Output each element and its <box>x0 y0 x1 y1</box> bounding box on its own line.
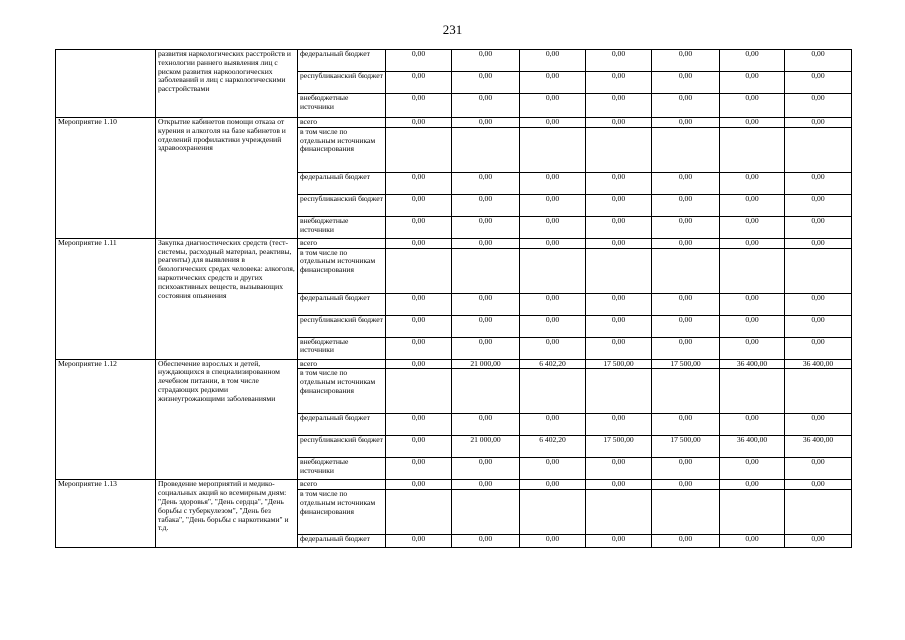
amount-cell: 0,00 <box>720 480 785 490</box>
amount-cell <box>520 490 586 535</box>
amount-cell: 36 400,00 <box>785 359 852 369</box>
amount-cell: 0,00 <box>520 535 586 548</box>
funding-source-cell: в том числе по отдельным источникам финансирования <box>298 369 386 414</box>
funding-source-cell: всего <box>298 238 386 248</box>
amount-cell: 0,00 <box>785 480 852 490</box>
amount-cell: 0,00 <box>720 238 785 248</box>
measure-code-cell <box>56 50 156 118</box>
amount-cell: 0,00 <box>386 172 452 194</box>
amount-cell: 0,00 <box>520 118 586 128</box>
amount-cell: 0,00 <box>652 118 720 128</box>
measure-description-cell: Закупка диагностических средств (тест-системы, расходный материал, реактивы, реагенты) для выявления в биологических средах человека: алкоголя, наркотических средств и других психоактивных веществ, вызывающих состояния опьянения <box>156 238 298 359</box>
amount-cell: 0,00 <box>452 414 520 436</box>
amount-cell: 0,00 <box>520 293 586 315</box>
funding-source-cell: в том числе по отдельным источникам финансирования <box>298 248 386 293</box>
amount-cell: 0,00 <box>785 238 852 248</box>
amount-cell: 6 402,20 <box>520 359 586 369</box>
amount-cell: 0,00 <box>520 458 586 480</box>
funding-source-cell: республиканский бюджет <box>298 315 386 337</box>
amount-cell: 0,00 <box>520 194 586 216</box>
amount-cell: 0,00 <box>386 118 452 128</box>
funding-source-cell: внебюджетные источники <box>298 216 386 238</box>
table-row <box>56 480 852 490</box>
amount-cell: 0,00 <box>386 293 452 315</box>
amount-cell: 0,00 <box>452 172 520 194</box>
funding-source-cell: внебюджетные источники <box>298 337 386 359</box>
amount-cell: 17 500,00 <box>652 436 720 458</box>
amount-cell: 0,00 <box>720 293 785 315</box>
amount-cell: 0,00 <box>452 118 520 128</box>
amount-cell: 0,00 <box>785 94 852 118</box>
amount-cell: 0,00 <box>652 172 720 194</box>
amount-cell: 0,00 <box>652 94 720 118</box>
funding-source-cell: республиканский бюджет <box>298 72 386 94</box>
amount-cell: 0,00 <box>386 315 452 337</box>
amount-cell: 0,00 <box>452 458 520 480</box>
amount-cell: 0,00 <box>520 72 586 94</box>
amount-cell: 0,00 <box>452 293 520 315</box>
amount-cell <box>452 127 520 172</box>
amount-cell: 0,00 <box>452 94 520 118</box>
funding-source-cell: федеральный бюджет <box>298 414 386 436</box>
amount-cell: 21 000,00 <box>452 359 520 369</box>
amount-cell: 6 402,20 <box>520 436 586 458</box>
amount-cell: 21 000,00 <box>452 436 520 458</box>
amount-cell: 0,00 <box>785 337 852 359</box>
amount-cell: 0,00 <box>785 216 852 238</box>
funding-source-cell: федеральный бюджет <box>298 293 386 315</box>
table-row <box>56 50 852 72</box>
amount-cell: 0,00 <box>386 94 452 118</box>
amount-cell: 0,00 <box>785 458 852 480</box>
amount-cell <box>652 127 720 172</box>
amount-cell <box>520 248 586 293</box>
amount-cell: 0,00 <box>586 118 652 128</box>
amount-cell: 0,00 <box>520 50 586 72</box>
amount-cell: 0,00 <box>452 535 520 548</box>
amount-cell: 0,00 <box>386 50 452 72</box>
amount-cell: 0,00 <box>586 216 652 238</box>
measure-code-cell: Мероприятие 1.13 <box>56 480 156 548</box>
funding-source-cell: всего <box>298 359 386 369</box>
amount-cell: 0,00 <box>452 238 520 248</box>
amount-cell <box>386 127 452 172</box>
amount-cell: 0,00 <box>386 216 452 238</box>
measure-description-cell: Обеспечение взрослых и детей, нуждающихся в специализированном лечебном питании, в том числе страдающих редкими жизнеугрожающими заболеваниями <box>156 359 298 480</box>
amount-cell <box>520 127 586 172</box>
amount-cell: 0,00 <box>452 315 520 337</box>
amount-cell: 0,00 <box>386 458 452 480</box>
amount-cell <box>586 127 652 172</box>
funding-source-cell: внебюджетные источники <box>298 458 386 480</box>
amount-cell: 0,00 <box>386 238 452 248</box>
amount-cell: 0,00 <box>652 414 720 436</box>
amount-cell <box>652 490 720 535</box>
amount-cell: 0,00 <box>452 194 520 216</box>
amount-cell: 0,00 <box>720 315 785 337</box>
measure-code-cell: Мероприятие 1.11 <box>56 238 156 359</box>
amount-cell: 0,00 <box>586 238 652 248</box>
amount-cell: 0,00 <box>586 172 652 194</box>
amount-cell: 0,00 <box>452 72 520 94</box>
amount-cell: 0,00 <box>785 50 852 72</box>
amount-cell: 0,00 <box>720 172 785 194</box>
amount-cell: 0,00 <box>652 50 720 72</box>
amount-cell: 0,00 <box>720 414 785 436</box>
amount-cell: 0,00 <box>586 480 652 490</box>
amount-cell <box>785 127 852 172</box>
amount-cell <box>652 369 720 414</box>
funding-source-cell: федеральный бюджет <box>298 50 386 72</box>
amount-cell <box>386 369 452 414</box>
measure-code-cell: Мероприятие 1.12 <box>56 359 156 480</box>
amount-cell: 0,00 <box>652 535 720 548</box>
amount-cell: 17 500,00 <box>652 359 720 369</box>
amount-cell: 0,00 <box>520 315 586 337</box>
budget-table-body <box>56 50 852 548</box>
funding-source-cell: всего <box>298 480 386 490</box>
amount-cell <box>785 248 852 293</box>
amount-cell: 0,00 <box>785 72 852 94</box>
amount-cell: 36 400,00 <box>720 359 785 369</box>
amount-cell: 0,00 <box>720 535 785 548</box>
amount-cell: 0,00 <box>720 50 785 72</box>
amount-cell <box>520 369 586 414</box>
amount-cell: 0,00 <box>586 72 652 94</box>
amount-cell: 0,00 <box>652 458 720 480</box>
amount-cell: 0,00 <box>652 293 720 315</box>
amount-cell: 0,00 <box>652 315 720 337</box>
amount-cell: 0,00 <box>452 337 520 359</box>
amount-cell <box>586 490 652 535</box>
amount-cell: 0,00 <box>720 118 785 128</box>
amount-cell: 0,00 <box>452 50 520 72</box>
amount-cell: 0,00 <box>520 337 586 359</box>
measure-code-cell: Мероприятие 1.10 <box>56 118 156 239</box>
amount-cell: 0,00 <box>652 480 720 490</box>
amount-cell: 0,00 <box>386 359 452 369</box>
amount-cell: 0,00 <box>586 315 652 337</box>
budget-table <box>55 49 852 548</box>
amount-cell: 0,00 <box>652 337 720 359</box>
amount-cell <box>720 127 785 172</box>
amount-cell <box>652 248 720 293</box>
amount-cell: 0,00 <box>720 337 785 359</box>
amount-cell: 0,00 <box>720 72 785 94</box>
amount-cell: 0,00 <box>586 414 652 436</box>
amount-cell: 0,00 <box>586 337 652 359</box>
amount-cell: 0,00 <box>652 194 720 216</box>
amount-cell <box>452 369 520 414</box>
amount-cell: 0,00 <box>652 72 720 94</box>
funding-source-cell: федеральный бюджет <box>298 535 386 548</box>
amount-cell <box>452 248 520 293</box>
amount-cell: 0,00 <box>720 194 785 216</box>
amount-cell <box>720 369 785 414</box>
amount-cell: 36 400,00 <box>785 436 852 458</box>
amount-cell <box>586 369 652 414</box>
funding-source-cell: в том числе по отдельным источникам финансирования <box>298 490 386 535</box>
amount-cell: 0,00 <box>785 293 852 315</box>
amount-cell: 0,00 <box>785 535 852 548</box>
amount-cell: 0,00 <box>386 194 452 216</box>
funding-source-cell: всего <box>298 118 386 128</box>
amount-cell: 0,00 <box>586 50 652 72</box>
amount-cell <box>386 248 452 293</box>
amount-cell: 0,00 <box>586 293 652 315</box>
amount-cell: 0,00 <box>720 458 785 480</box>
amount-cell: 0,00 <box>652 216 720 238</box>
amount-cell: 0,00 <box>520 238 586 248</box>
amount-cell: 0,00 <box>386 480 452 490</box>
page-number: 231 <box>442 22 463 37</box>
amount-cell: 0,00 <box>586 94 652 118</box>
amount-cell: 0,00 <box>386 436 452 458</box>
measure-description-cell: Открытие кабинетов помощи отказа от курения и алкоголя на базе кабинетов и отделений профилактики учреждений здравоохранения <box>156 118 298 239</box>
amount-cell <box>720 490 785 535</box>
amount-cell: 17 500,00 <box>586 436 652 458</box>
amount-cell <box>452 490 520 535</box>
amount-cell: 0,00 <box>785 118 852 128</box>
amount-cell: 0,00 <box>785 172 852 194</box>
funding-source-cell: федеральный бюджет <box>298 172 386 194</box>
amount-cell: 0,00 <box>452 216 520 238</box>
amount-cell: 0,00 <box>785 414 852 436</box>
amount-cell: 0,00 <box>785 315 852 337</box>
amount-cell <box>386 490 452 535</box>
amount-cell: 0,00 <box>520 172 586 194</box>
amount-cell: 0,00 <box>520 216 586 238</box>
amount-cell: 0,00 <box>452 480 520 490</box>
amount-cell: 0,00 <box>720 216 785 238</box>
amount-cell: 0,00 <box>586 458 652 480</box>
table-row <box>56 118 852 128</box>
amount-cell: 0,00 <box>586 535 652 548</box>
amount-cell: 0,00 <box>386 337 452 359</box>
amount-cell <box>720 248 785 293</box>
amount-cell: 0,00 <box>386 535 452 548</box>
amount-cell: 0,00 <box>720 94 785 118</box>
measure-description-cell: развития наркологических расстройств и технологии раннего выявления лиц с риском развития наркоологических заболеваний и лиц с наркологическими расстройствами <box>156 50 298 118</box>
amount-cell: 0,00 <box>520 94 586 118</box>
amount-cell <box>785 490 852 535</box>
amount-cell <box>785 369 852 414</box>
amount-cell: 0,00 <box>386 72 452 94</box>
measure-description-cell: Проведение мероприятий и медико-социальных акций ко всемирным дням: "День здоровья", "День сердца", "День борьбы с туберкулезом", "День без табака", "День борьбы с наркотиками" и т.д. <box>156 480 298 548</box>
table-row <box>56 238 852 248</box>
amount-cell: 36 400,00 <box>720 436 785 458</box>
funding-source-cell: республиканский бюджет <box>298 436 386 458</box>
funding-source-cell: внебюджетные источники <box>298 94 386 118</box>
amount-cell: 17 500,00 <box>586 359 652 369</box>
amount-cell: 0,00 <box>520 414 586 436</box>
amount-cell: 0,00 <box>520 480 586 490</box>
funding-source-cell: республиканский бюджет <box>298 194 386 216</box>
amount-cell: 0,00 <box>386 414 452 436</box>
amount-cell <box>586 248 652 293</box>
amount-cell: 0,00 <box>652 238 720 248</box>
amount-cell: 0,00 <box>586 194 652 216</box>
funding-source-cell: в том числе по отдельным источникам финансирования <box>298 127 386 172</box>
amount-cell: 0,00 <box>785 194 852 216</box>
table-row <box>56 359 852 369</box>
